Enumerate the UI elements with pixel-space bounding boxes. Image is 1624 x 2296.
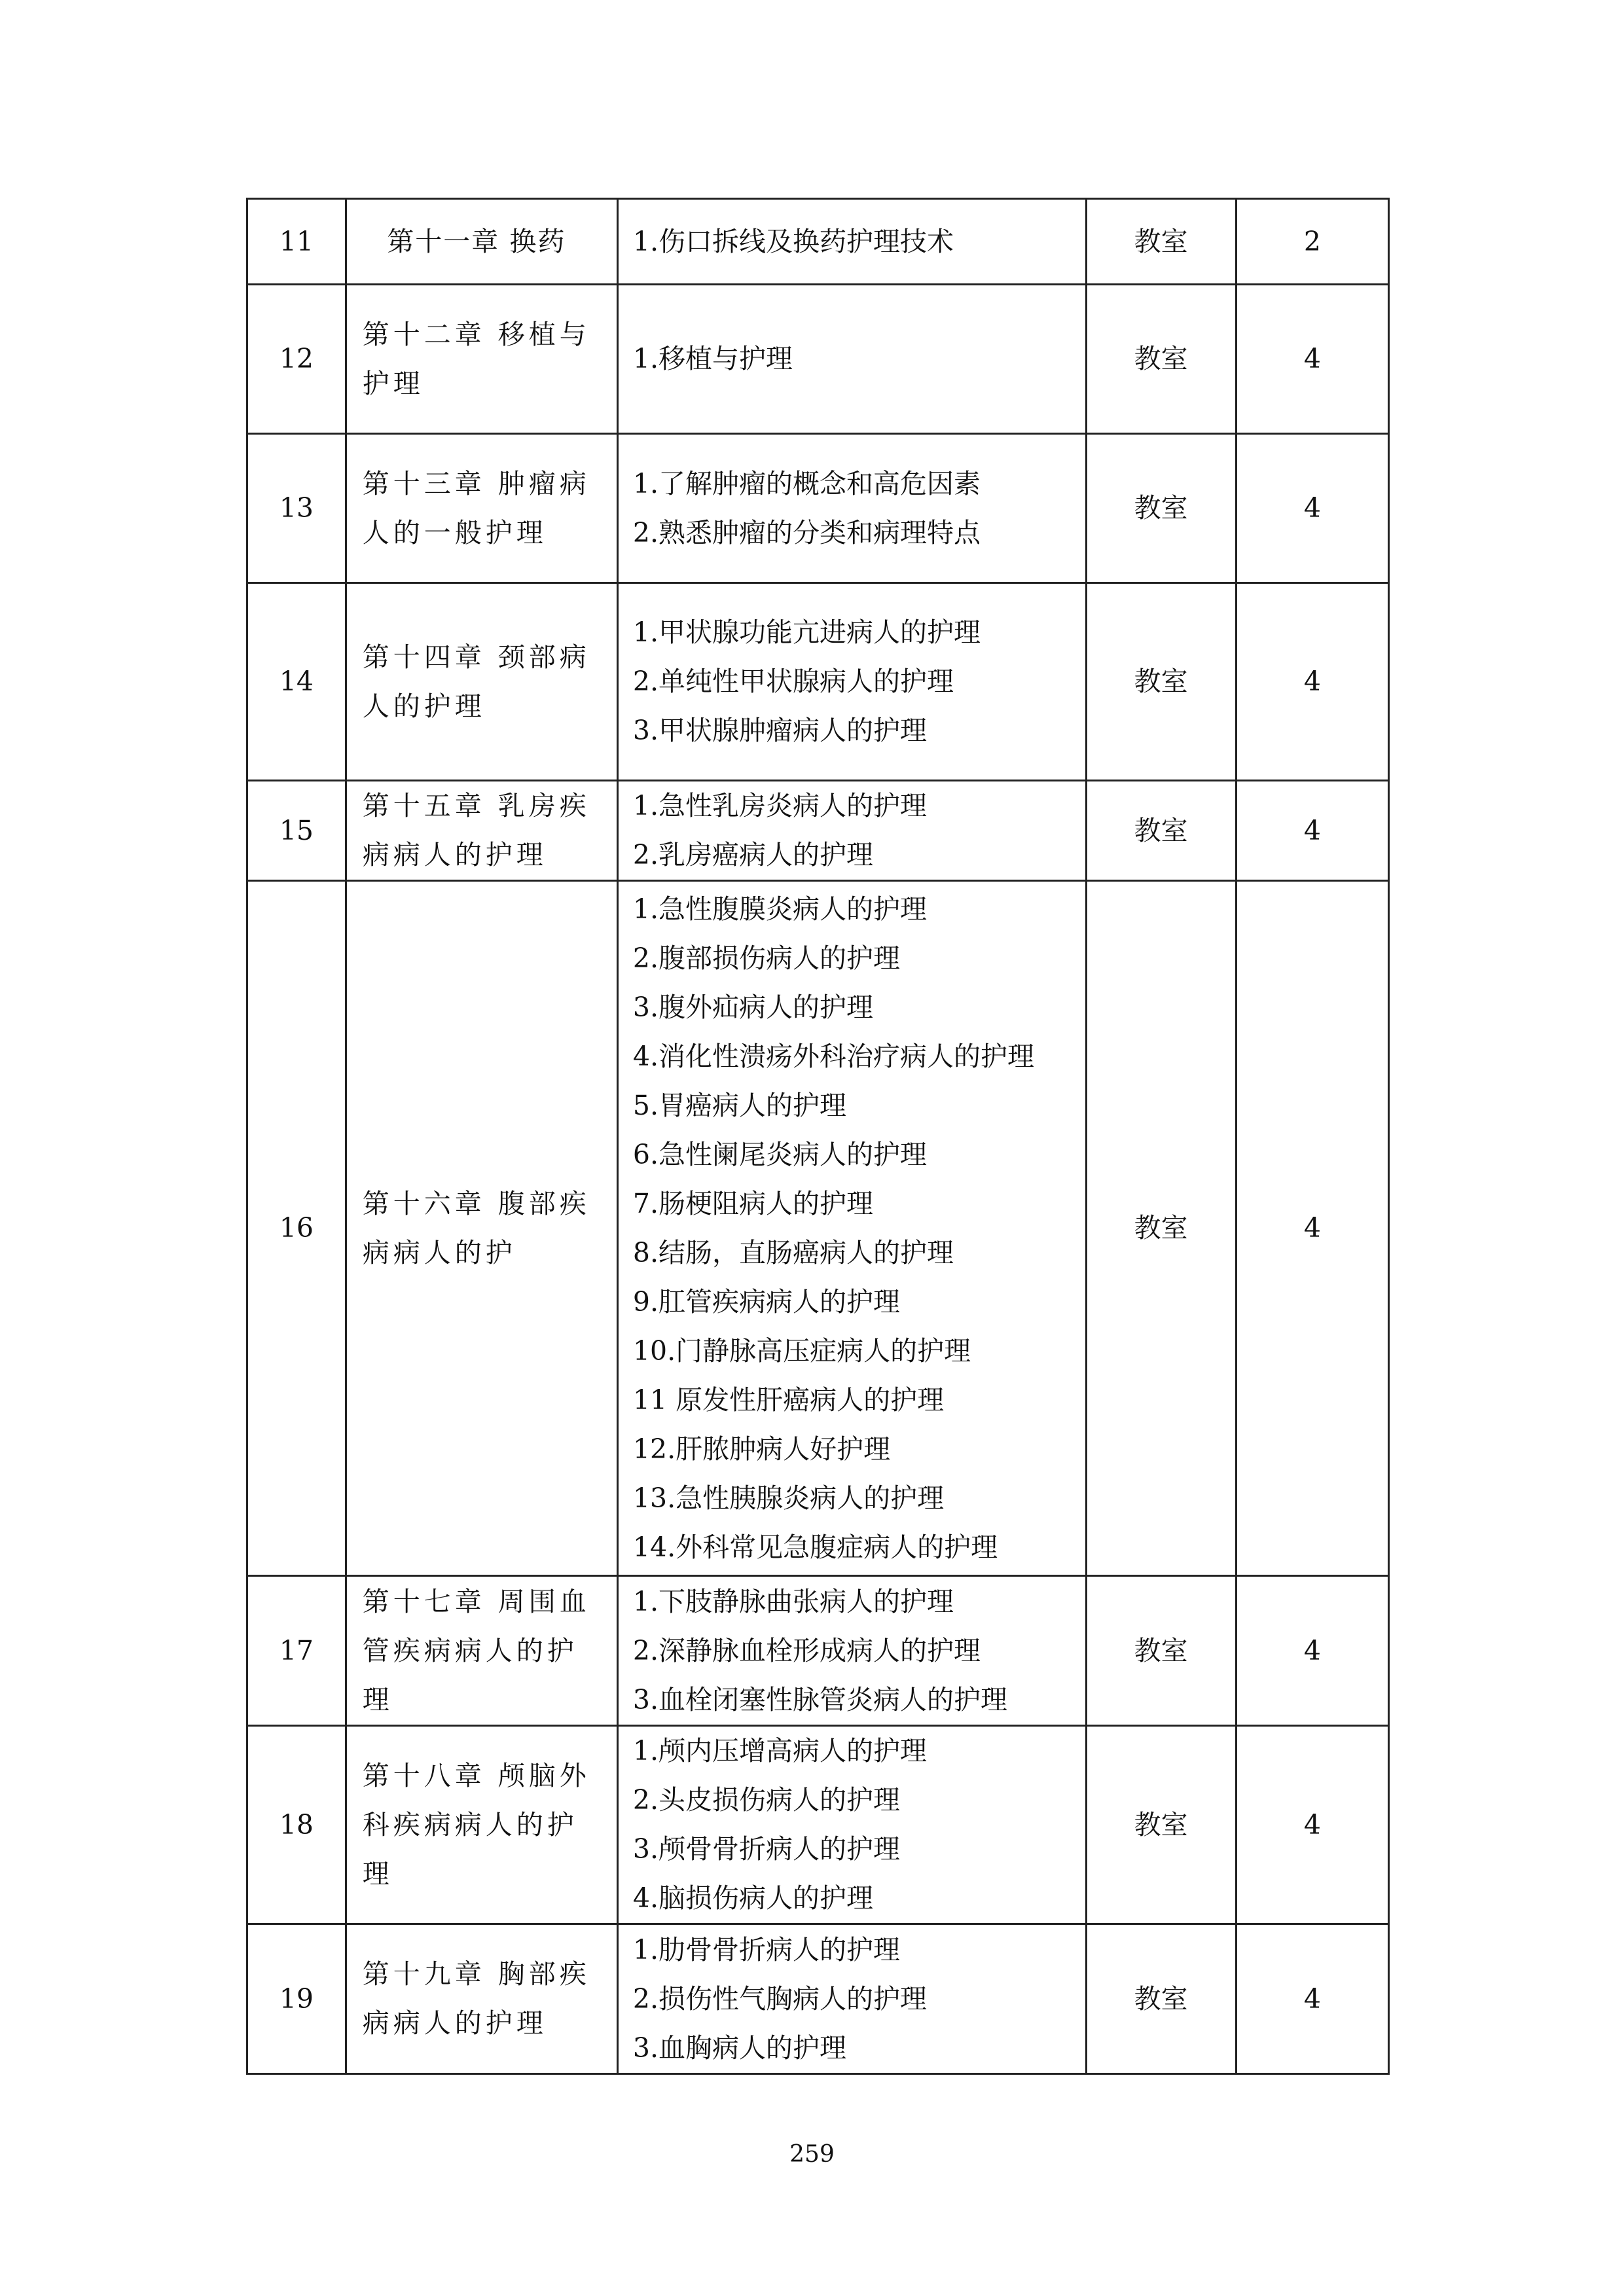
venue: 教室 (1086, 1924, 1236, 2074)
topic-item: 1.伤口拆线及换药护理技术 (632, 225, 954, 257)
hours: 2 (1236, 199, 1388, 285)
topic-item: 1.急性乳房炎病人的护理 (632, 790, 928, 821)
hours: 4 (1236, 1576, 1388, 1726)
hours: 4 (1236, 781, 1388, 881)
lesson-number: 13 (247, 434, 346, 583)
chapter-title: 第十八章 颅脑外科疾病病人的护理 (346, 1726, 617, 1924)
topic-item: 3.甲状腺肿瘤病人的护理 (632, 715, 928, 746)
topic-item: 11 原发性肝癌病人的护理 (632, 1384, 945, 1416)
topic-item: 3.颅骨骨折病人的护理 (632, 1833, 901, 1865)
lesson-number: 15 (247, 781, 346, 881)
topic-item: 2.头皮损伤病人的护理 (632, 1784, 901, 1816)
venue: 教室 (1086, 434, 1236, 583)
chapter-title: 第十五章 乳房疾病病人的护理 (346, 781, 617, 881)
topics-cell (617, 1576, 1086, 1726)
topic-item: 2.乳房癌病人的护理 (632, 839, 874, 870)
topic-item: 2.损伤性气胸病人的护理 (632, 1982, 928, 2015)
lesson-number: 19 (247, 1924, 346, 2074)
lesson-number: 18 (247, 1726, 346, 1924)
chapter-title: 第十七章 周围血管疾病病人的护理 (346, 1576, 617, 1726)
topic-item: 4.消化性溃疡外科治疗病人的护理 (632, 1040, 1035, 1072)
page-number: 259 (789, 2141, 835, 2168)
lesson-number: 17 (247, 1576, 346, 1726)
topic-item: 1.移植与护理 (632, 343, 793, 374)
table-row (247, 285, 1389, 434)
topic-item: 2.熟悉肿瘤的分类和病理特点 (632, 516, 981, 548)
table-row (247, 1924, 1389, 2074)
table-row (247, 583, 1389, 781)
topic-item: 1.甲状腺功能亢进病人的护理 (632, 617, 981, 648)
venue: 教室 (1086, 1726, 1236, 1924)
lesson-number: 14 (247, 583, 346, 781)
hours: 4 (1236, 285, 1388, 434)
topic-item: 13.急性胰腺炎病人的护理 (632, 1482, 945, 1514)
table-row (247, 199, 1389, 285)
lesson-number: 16 (247, 881, 346, 1576)
table-row (247, 434, 1389, 583)
topic-item: 12.肝脓肿病人好护理 (632, 1433, 891, 1465)
chapter-title: 第十四章 颈部病人的护理 (346, 583, 617, 781)
chapter-title: 第十一章 换药 (346, 199, 617, 285)
hours: 4 (1236, 881, 1388, 1576)
topic-item: 3.血胸病人的护理 (632, 2032, 847, 2064)
topic-item: 2.单纯性甲状腺病人的护理 (632, 666, 954, 697)
topic-item: 2.腹部损伤病人的护理 (632, 942, 901, 974)
topic-item: 5.胃癌病人的护理 (632, 1089, 847, 1121)
venue: 教室 (1086, 881, 1236, 1576)
topics-cell (617, 1924, 1086, 2074)
topic-item: 1.下肢静脉曲张病人的护理 (632, 1585, 954, 1617)
topic-item: 3.血栓闭塞性脉管炎病人的护理 (632, 1683, 1008, 1715)
topics-cell (617, 199, 1086, 285)
topic-item: 6.急性阑尾炎病人的护理 (632, 1138, 928, 1170)
topic-item: 7.肠梗阻病人的护理 (632, 1187, 874, 1219)
topic-item: 2.深静脉血栓形成病人的护理 (632, 1634, 981, 1666)
topics-cell (617, 434, 1086, 583)
topic-item: 10.门静脉高压症病人的护理 (632, 1335, 971, 1367)
chapter-title: 第十二章 移植与护理 (346, 285, 617, 434)
venue: 教室 (1086, 199, 1236, 285)
topics-cell (617, 881, 1086, 1576)
table-body (247, 199, 1389, 2074)
hours: 4 (1236, 583, 1388, 781)
topic-item: 1.急性腹膜炎病人的护理 (632, 893, 928, 925)
topic-item: 8.结肠，直肠癌病人的护理 (632, 1236, 954, 1268)
course-schedule-table (246, 198, 1390, 2075)
table-row (247, 881, 1389, 1576)
topics-cell (617, 583, 1086, 781)
topic-item: 1.肋骨骨折病人的护理 (632, 1933, 901, 1965)
topic-item: 3.腹外疝病人的护理 (632, 991, 874, 1023)
chapter-title: 第十三章 肿瘤病人的一般护理 (346, 434, 617, 583)
table-row (247, 1576, 1389, 1726)
topics-cell (617, 781, 1086, 881)
hours: 4 (1236, 1726, 1388, 1924)
topic-item: 1.颅内压增高病人的护理 (632, 1735, 928, 1767)
venue: 教室 (1086, 781, 1236, 881)
topics-cell (617, 285, 1086, 434)
chapter-title: 第十九章 胸部疾病病人的护理 (346, 1924, 617, 2074)
table-row (247, 1726, 1389, 1924)
venue: 教室 (1086, 1576, 1236, 1726)
lesson-number: 12 (247, 285, 346, 434)
hours: 4 (1236, 1924, 1388, 2074)
venue: 教室 (1086, 583, 1236, 781)
topic-item: 4.脑损伤病人的护理 (632, 1882, 874, 1914)
topic-item: 1.了解肿瘤的概念和高危因素 (632, 467, 981, 499)
venue: 教室 (1086, 285, 1236, 434)
lesson-number: 11 (247, 199, 346, 285)
chapter-title: 第十六章 腹部疾病病人的护 (346, 881, 617, 1576)
topics-cell (617, 1726, 1086, 1924)
hours: 4 (1236, 434, 1388, 583)
table-row (247, 781, 1389, 881)
topic-item: 14.外科常见急腹症病人的护理 (632, 1531, 998, 1563)
topic-item: 9.肛管疾病病人的护理 (632, 1285, 901, 1318)
